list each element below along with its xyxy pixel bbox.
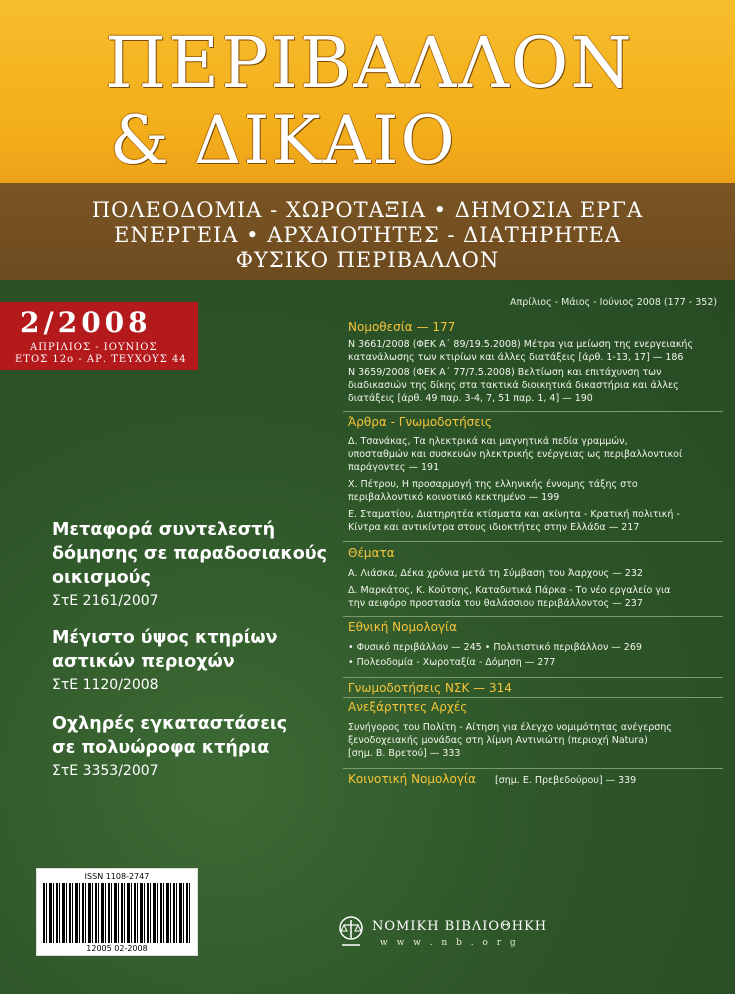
toc-line: • Φυσικό περιβάλλον — 245 • Πολιτιστικό περιβάλλον — 269 [348,642,642,653]
divider [343,616,723,617]
divider [343,768,723,769]
section-articles: Άρθρα - Γνωμοδοτήσεις [348,415,492,429]
issue-year: ΕΤΟΣ 12ο - ΑΡ. ΤΕΥΧΟΥΣ 44 [15,354,187,365]
section-themes: Θέματα [348,546,395,560]
topic-line-2: ΕΝΕΡΓΕΙΑ • ΑΡΧΑΙΟΤΗΤΕΣ - ΔΙΑΤΗΡΗΤΕΑ [113,223,622,247]
toc-line: Δ. Τσανάκας, Τα ηλεκτρικά και μαγνητικά πεδία γραμμών, [348,436,628,447]
highlight-title: Μέγιστο ύψος κτηρίων [52,628,278,648]
masthead-title-line2: & ΔΙΚΑΙΟ [110,102,457,179]
toc-line: [σημ. Β. Βρετού] — 333 [348,748,461,759]
highlight-title: οικισμούς [52,568,151,588]
toc-line: Ν 3659/2008 (ΦΕΚ Α΄ 77/7.5.2008) Βελτίωση και επιτάχυνση των [348,367,662,378]
toc-line: περιβαλλοντικό κοινοτικό κεκτημένο — 199 [348,492,560,503]
divider [343,677,723,678]
section-national-case-law: Εθνική Νομολογία [348,620,457,634]
toc-line: Χ. Πέτρου, Η προσαρμογή της ελληνικής έννομης τάξης στο [348,479,638,490]
section-nsk: Γνωμοδοτήσεις ΝΣΚ — 314 [348,681,512,695]
barcode-bars [43,883,191,943]
highlight-title: Οχληρές εγκαταστάσεις [52,714,288,734]
publisher-url: w w w . n b . o r g [380,938,519,948]
barcode [36,868,198,956]
highlight-title: σε πολυώροφα κτήρια [52,738,270,758]
toc-line: Ν 3661/2008 (ΦΕΚ Α΄ 89/19.5.2008) Μέτρα για μείωση της ενεργειακής [348,339,694,350]
topic-line-3: ΦΥΣΙΚΟ ΠΕΡΙΒΑΛΛΟΝ [235,248,500,272]
toc-line: Α. Λιάσκα, Δέκα χρόνια μετά τη Σύμβαση του Άαρχους — 232 [348,568,643,579]
section-legislation: Νομοθεσία — 177 [348,320,456,334]
toc-line: • Πολεοδομία - Χωροταξία - Δόμηση — 277 [348,657,556,668]
publisher-logo-icon [336,914,366,950]
toc-line: Δ. Μαρκάτος, Κ. Κούτσης, Καταδυτικά Πάρκα - Το νέο εργαλείο για [348,585,671,596]
divider [343,697,723,698]
toc-line: παράγοντες — 191 [348,462,440,473]
highlight-title: αστικών περιοχών [52,652,235,672]
toc-line: υποσταθμών και συσκευών ηλεκτρικής ενέργειας ως περιβαλλοντικοί [348,449,683,460]
topic-line-1: ΠΟΛΕΟΔΟΜΙΑ - ΧΩΡΟΤΑΞΙΑ • ΔΗΜΟΣΙΑ ΕΡΓΑ [91,198,644,222]
highlight-case: ΣτΕ 3353/2007 [52,763,159,779]
section-independent-authorities: Ανεξάρτητες Αρχές [348,700,468,714]
toc-line: κατανάλωσης των κτιρίων και άλλες διατάξεις [άρθ. 1-13, 17] — 186 [348,352,684,363]
highlight-case: ΣτΕ 1120/2008 [52,677,159,693]
issue-period: Απρίλιος - Μάιος - Ιούνιος 2008 (177 - 352) [510,297,718,308]
divider [343,541,723,542]
divider [343,411,723,412]
issue-months: ΑΠΡΙΛΙΟΣ - ΙΟΥΝΙΟΣ [30,342,158,353]
highlight-title: Μεταφορά συντελεστή [52,520,276,540]
publisher-name: ΝΟΜΙΚΗ ΒΙΒΛΙΟΘΗΚΗ [372,919,548,934]
issue-number: 2/2008 [20,306,152,339]
toc-line: Ε. Σταματίου, Διατηρητέα κτίσματα και ακίνητα - Κρατική πολιτική - [348,509,680,520]
toc-line: Συνήγορος του Πολίτη - Αίτηση για έλεγχο νομιμότητας ανέγερσης [348,722,672,733]
toc-line: ξενοδοχειακής μονάδας στη λίμνη Αντινιώτη (περιοχή Natura) [348,735,648,746]
barcode-number: 12005 02-2008 [86,944,148,953]
toc-line: διαδικασιών της δίκης στα τακτικά διοικητικά δικαστήρια και άλλες [348,380,679,391]
toc-line: την αειφόρο προστασία του θαλάσσιου περιβάλλοντος — 237 [348,598,643,609]
highlight-title: δόμησης σε παραδοσιακούς [52,544,327,564]
toc-line: διατάξεις [άρθ. 49 παρ. 3-4, 7, 51 παρ. 1, 4] — 190 [348,393,593,404]
masthead-title-line1: ΠΕΡΙΒΑΛΛΟΝ [105,22,634,104]
issn-label: ISSN 1108-2747 [84,872,150,881]
highlight-case: ΣτΕ 2161/2007 [52,593,159,609]
section-eu-case-law: Κοινοτική Νομολογία [348,772,476,786]
toc-line: [σημ. Ε. Πρεβεδούρου] — 339 [495,775,637,786]
toc-line: Κίντρα και αντικίντρα στους ιδιοκτήτες στην Ελλάδα — 217 [348,522,640,533]
